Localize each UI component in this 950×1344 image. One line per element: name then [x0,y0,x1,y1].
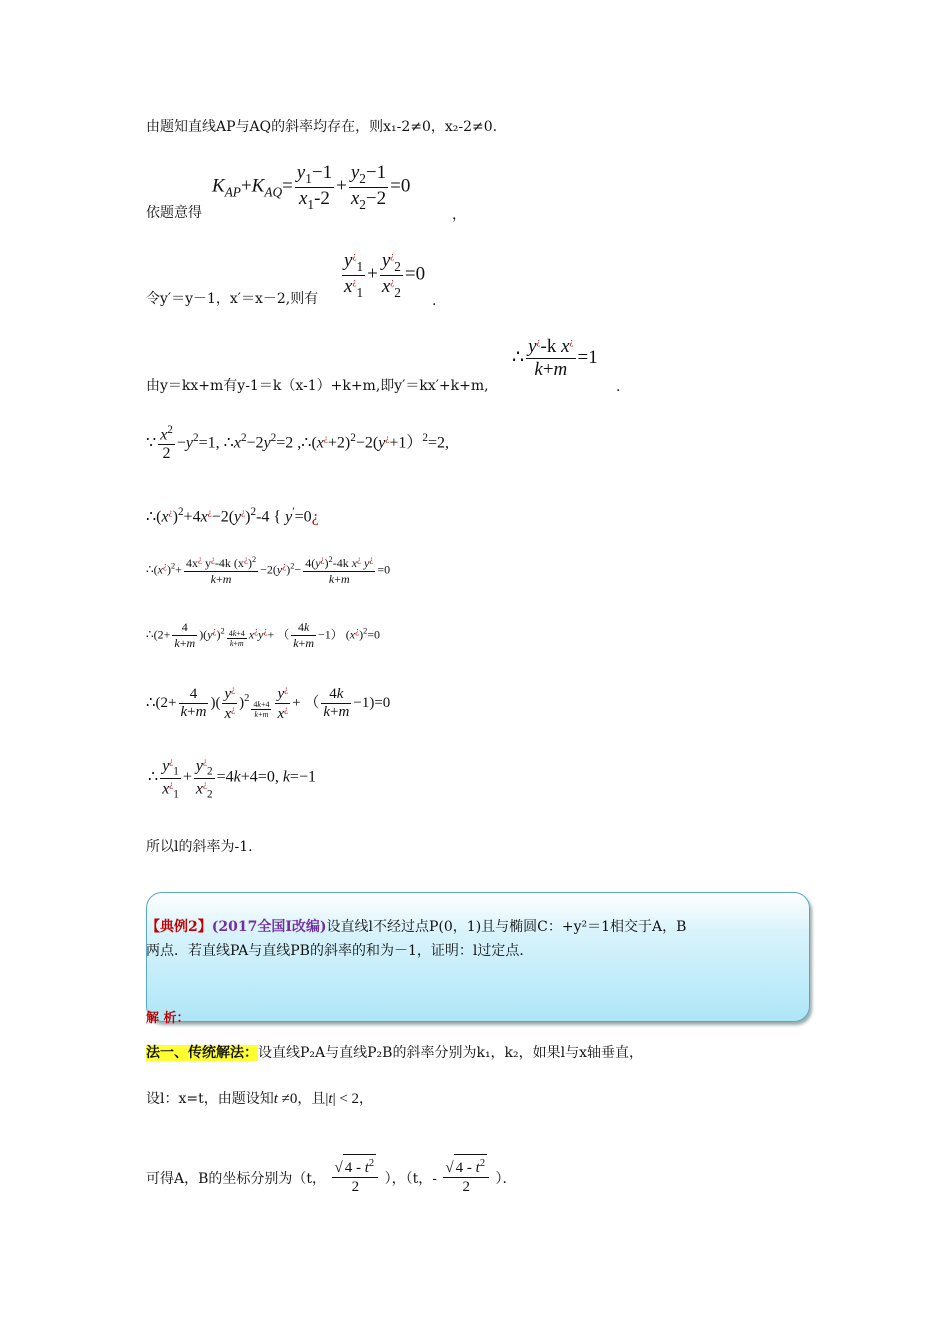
equation-homogenized: $\therefore(x^¿)^2+$ $\frac{4x^¿ y^¿-4k (x^¿)^2}{k+m}$ $-2(y^¿)^2-$ $\frac{4(y^¿)^2-4k x^¿ y^¿}{k+m}$ =0 [146,554,391,586]
equation-sum-ratio: $\frac{y^¿_1}{x^¿_1}$ + $\frac{y^¿_2}{x^¿_2}$ =0 [344,250,426,300]
equation-ellipse: ∵ $\frac{x^2}{2}$ $-y^2=1$, $\therefore x^2-2y^2=2$ $,\therefore(x^¿+2)^2-2(y^¿+1)^2=2$, [146,424,449,463]
analysis-label: 解 析： [146,1011,190,1026]
coord-prefix: 可得A，B的坐标分别为（t， [146,1171,327,1187]
line-line-equation: 由y＝kx+m有y-1＝k（x-1）+k+m,即y′＝kx′+k+m, [146,378,489,394]
method-line [146,1044,643,1062]
line-according-suffix: ， [452,207,466,223]
coord-mid: ），（t，- [384,1171,437,1187]
example-tag: 【典例2】 [146,919,212,935]
equation-kap-kaq: $K_{AP}+K_{AQ}=$ $\frac{y_1-1}{x_1-2}$ + $\frac{y_2-1}{x_2-2}$ =0 [212,162,411,212]
set-suffix: ， [359,1091,374,1107]
line-slopes-exist: 由题知直线AP与AQ的斜率均存在，则x₁-2≠0，x₂-2≠0. [146,119,498,135]
set-line [146,1090,373,1108]
set-mid: ，且 [297,1091,326,1107]
example-source: (2017全国Ⅰ改编) [211,919,327,935]
equation-result: ∴ $\frac{y^¿_1}{x^¿_1}$ + $\frac{y^¿_2}{x^¿_2}$ =4k+4=0, k=−1 [148,756,316,801]
t-nonzero: t ≠0 [273,1091,298,1107]
equation-ratio-one: ∴ $\frac{y^¿-k x^¿}{k+m}$ =1 [512,336,598,380]
line-substitution-label: 令y′＝y－1，x′＝x－2,则有 [146,291,319,307]
example-text-1: 设直线l不经过点P(0，1)且与椭圆C：+y²＝1相交于A，B [326,919,687,935]
coord-suffix: ）． [495,1171,517,1187]
equation-collected: ∴(2+ $\frac{4}{k+m}$ )$(y^¿)^2$ $\frac{4k+4}{k+m}$ x¿y¿+ （ $\frac{4k}{k+m}$ −1） $(x^¿)^2=0$ [146,620,381,650]
example-text-2: 两点．若直线PA与直线PB的斜率的和为－1，证明：l过定点． [146,943,534,959]
abs-t-less-2: |t| < 2 [325,1091,360,1107]
line-according-label: 依题意得 [146,205,202,221]
coord-line [146,1154,517,1196]
method-text: 设直线P₂A与直线P₂B的斜率分别为k₁，k₂，如果l与x轴垂直， [258,1045,644,1061]
set-prefix: 设l：x=t，由题设知 [146,1091,274,1107]
coord-a-fraction: $\frac{√ 4 - t^2}{2}$ [332,1154,378,1196]
method-label: 法一、传统解法： [146,1045,258,1061]
equation-expanded: $\therefore(x^¿)^2+4x^¿-2(y^¿)^2-4$ { y′=0¿ [146,506,319,526]
line-line-suffix: . [616,379,621,395]
line-substitution-suffix: . [432,293,437,309]
example-line-1 [146,918,686,936]
coord-b-fraction: $\frac{√ 4 - t^2}{2}$ [443,1154,489,1196]
equation-divided: ∴(2+ $\frac{4}{k+m}$ )( $\frac{y^¿}{x^¿}$ )$^2$ $\frac{4k+4}{k+m}$ $\frac{y^¿}{x^¿}$ + （ $\frac{4k}{k+m}$ −1)=0 [146,684,391,722]
conclusion-text: 所以l的斜率为-1. [146,839,253,855]
